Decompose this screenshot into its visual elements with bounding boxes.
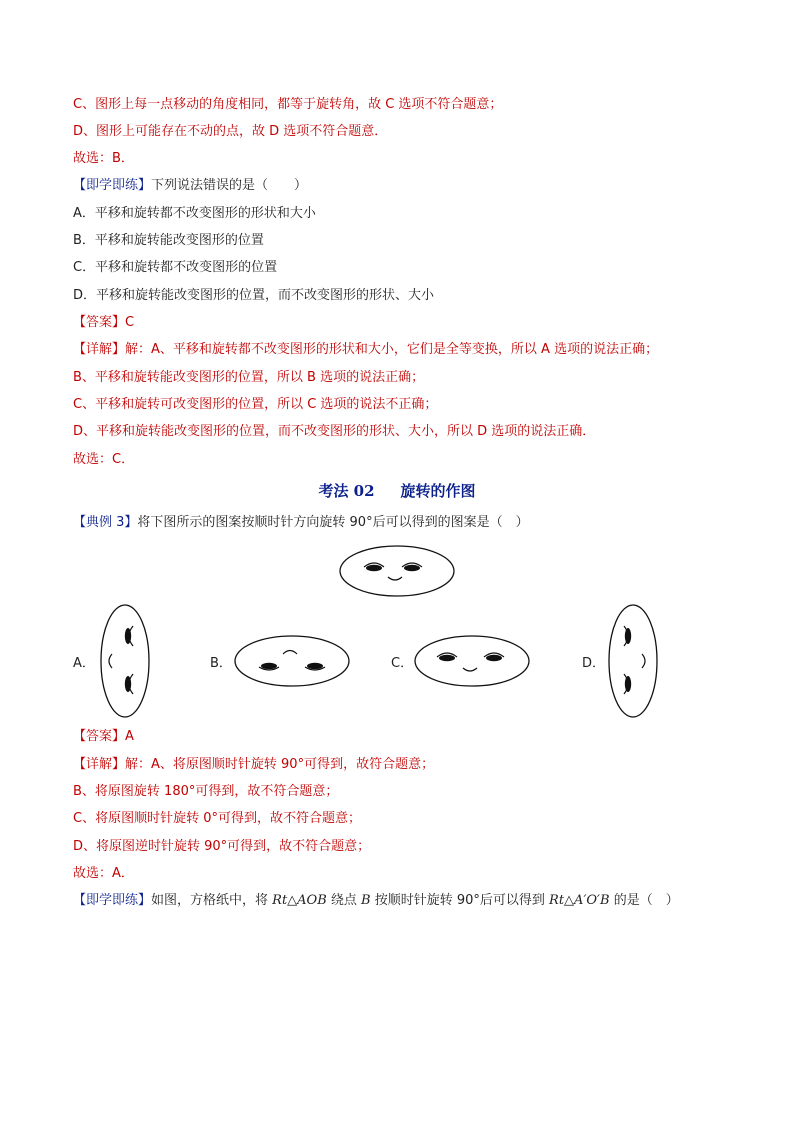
math-expression: Rt△AOB	[272, 893, 327, 908]
answer-line	[73, 314, 134, 332]
answer-value: A	[125, 729, 134, 744]
detail-line: D、将原图逆时针旋转 90°可得到，故不符合题意；	[73, 839, 371, 854]
option-b: B．平移和旋转能改变图形的位置	[73, 233, 264, 248]
practice-tag: 【即学即练】	[73, 893, 152, 908]
detail-line: C、平移和旋转可改变图形的位置，所以 C 选项的说法不正确；	[73, 397, 438, 412]
option-c-face	[412, 633, 532, 689]
option-d-label: D．	[582, 656, 606, 671]
question-text: 下列说法错误的是（ ）	[151, 178, 308, 193]
question-text: 的是（ ）	[609, 893, 679, 908]
practice-tag: 【即学即练】	[73, 178, 152, 193]
math-expression: Rt△A′O′B	[549, 893, 610, 908]
detail-line: B、将原图旋转 180°可得到，故不符合题意；	[73, 784, 339, 799]
answer-line	[73, 728, 134, 746]
detail-line: D、平移和旋转能改变图形的位置，而不改变图形的形状、大小，所以 D 选项的说法正确．	[73, 424, 596, 439]
detail-line	[73, 756, 434, 774]
detail-text: 解：A、将原图顺时针旋转 90°可得到，故符合题意；	[125, 757, 435, 772]
option-c-label: C．	[391, 656, 414, 671]
option-b-label: B．	[210, 656, 232, 671]
text-line: C、图形上每一点移动的角度相同，都等于旋转角，故 C 选项不符合题意；	[73, 97, 503, 112]
practice-question	[73, 177, 307, 195]
question-text: 按顺时针旋转 90°后可以得到	[370, 893, 550, 908]
section-title	[0, 480, 794, 501]
section-name: 旋转的作图	[400, 482, 476, 500]
detail-line: C、将原图顺时针旋转 0°可得到，故不符合题意；	[73, 811, 361, 826]
answer-value: C	[125, 315, 135, 330]
question-text: 将下图所示的图案按顺时针方向旋转 90°后可以得到的图案是（ ）	[137, 515, 529, 530]
example-question	[73, 514, 529, 532]
detail-line: 故选：C．	[73, 452, 135, 467]
detail-tag: 【详解】	[73, 757, 126, 772]
detail-line: B、平移和旋转能改变图形的位置，所以 B 选项的说法正确；	[73, 370, 425, 385]
detail-text: 解：A、平移和旋转都不改变图形的形状和大小，它们是全等变换，所以 A 选项的说法正确；	[125, 342, 659, 357]
option-d-face	[606, 602, 660, 720]
question-text: 绕点	[326, 893, 362, 908]
question-text: 如图，方格纸中，将	[151, 893, 273, 908]
detail-tag: 【详解】	[73, 342, 126, 357]
detail-line: 故选：A．	[73, 866, 134, 881]
option-a-label: A．	[73, 656, 95, 671]
option-a-face	[98, 602, 152, 720]
option-c: C．平移和旋转都不改变图形的位置	[73, 260, 278, 275]
text-line: D、图形上可能存在不动的点，故 D 选项不符合题意．	[73, 124, 388, 139]
option-b-face	[232, 633, 352, 689]
text-line: 故选：B．	[73, 151, 134, 166]
detail-line	[73, 341, 658, 359]
practice2-question	[73, 892, 679, 910]
answer-tag: 【答案】	[73, 315, 126, 330]
example-tag: 【典例 3】	[73, 515, 138, 530]
section-label: 考法 02	[318, 482, 375, 500]
math-expression: B	[361, 893, 371, 908]
original-face-figure	[337, 543, 457, 599]
option-a: A．平移和旋转都不改变图形的形状和大小	[73, 206, 316, 221]
answer-tag: 【答案】	[73, 729, 126, 744]
option-d: D．平移和旋转能改变图形的位置，而不改变图形的形状、大小	[73, 288, 435, 303]
